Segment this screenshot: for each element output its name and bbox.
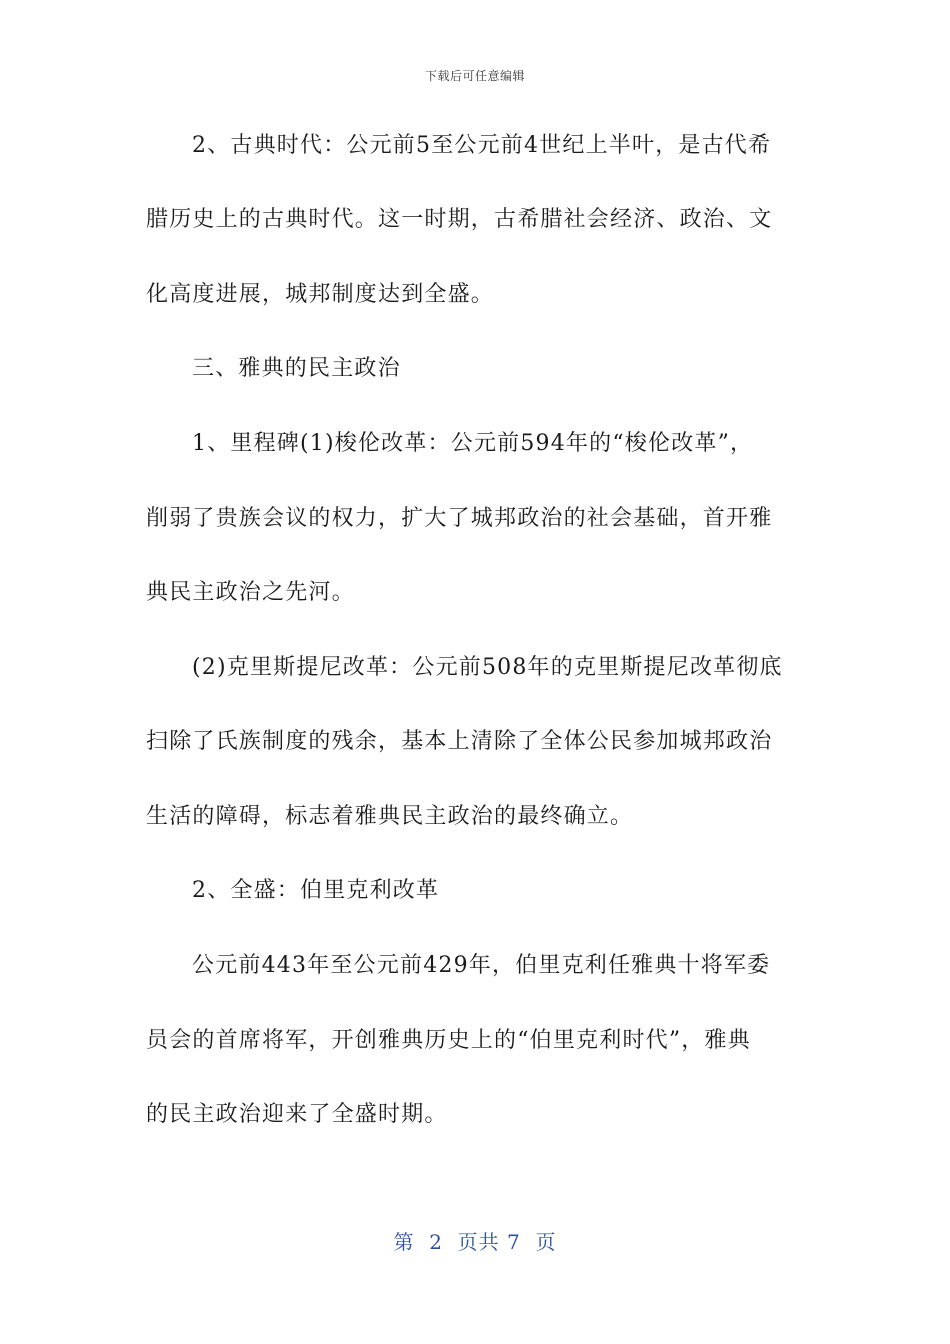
paragraph-line: 2、古典时代：公元前5至公元前4世纪上半叶，是古代希 (192, 133, 772, 158)
paragraph-line: 典民主政治之先河。 (146, 580, 355, 605)
paragraph-line: 生活的障碍，标志着雅典民主政治的最终确立。 (146, 804, 634, 829)
paragraph-line: 削弱了贵族会议的权力，扩大了城邦政治的社会基础，首开雅 (146, 506, 773, 531)
subsection-heading: 2、全盛：伯里克利改革 (192, 878, 440, 903)
page-number-footer: 第 2 页共 7 页 (393, 1230, 557, 1254)
paragraph-line: 的民主政治迎来了全盛时期。 (146, 1102, 448, 1127)
paragraph-line: 1、里程碑(1)梭伦改革：公元前594年的“梭伦改革”， (192, 431, 754, 456)
section-heading: 三、雅典的民主政治 (192, 356, 401, 381)
paragraph-line: 扫除了氏族制度的残余，基本上清除了全体公民参加城邦政治 (146, 729, 773, 754)
paragraph-line: 公元前443年至公元前429年，伯里克利任雅典十将军委 (192, 953, 771, 978)
paragraph-line: 腊历史上的古典时代。这一时期，古希腊社会经济、政治、文 (146, 207, 773, 232)
page-header-note: 下载后可任意编辑 (424, 69, 525, 83)
paragraph-line: 员会的首席将军，开创雅典历史上的“伯里克利时代”，雅典 (146, 1028, 751, 1053)
paragraph-line: (2)克里斯提尼改革：公元前508年的克里斯提尼改革彻底 (192, 655, 783, 680)
paragraph-line: 化高度进展，城邦制度达到全盛。 (146, 282, 495, 307)
